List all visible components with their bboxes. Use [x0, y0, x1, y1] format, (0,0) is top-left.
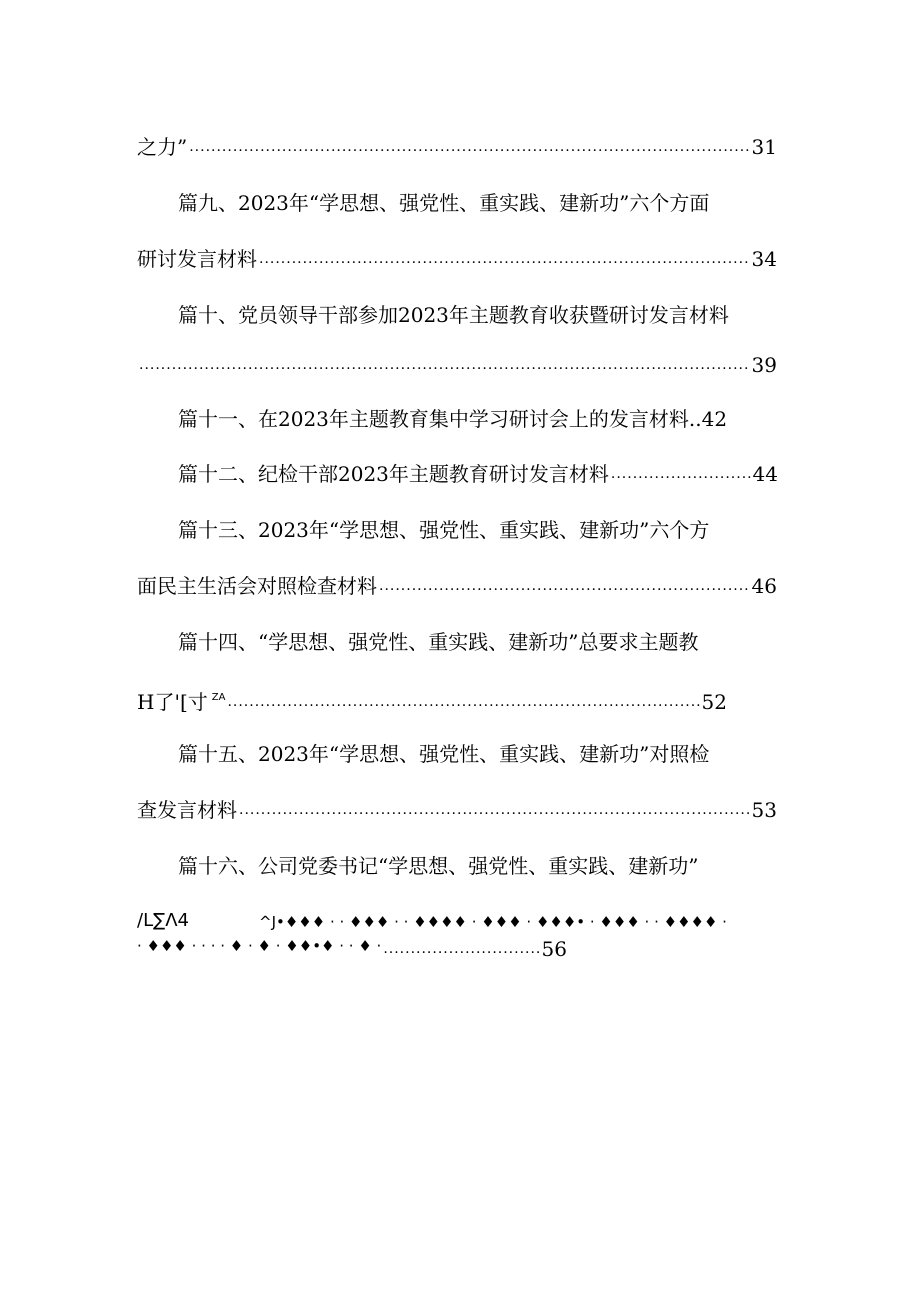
toc-entry-16-end[interactable] — [137, 933, 567, 962]
toc-entry-text: 查发言材料 — [137, 798, 237, 822]
toc-page-number: 46 — [751, 574, 777, 598]
toc-page-number: 42 — [701, 407, 728, 431]
toc-page-number: 44 — [752, 462, 778, 486]
toc-entry-8-end[interactable] — [137, 134, 777, 160]
toc-page-number: 39 — [751, 353, 777, 377]
toc-page-number: 53 — [751, 798, 777, 822]
toc-entry-9-title[interactable]: 篇九、2023年“学思想、强党性、重实践、建新功”六个方面 — [178, 191, 710, 215]
toc-entry-15-end[interactable] — [137, 797, 777, 823]
toc-entry-text: 篇十二、纪检干部2023年主题教育研讨发言材料 — [178, 462, 609, 486]
toc-entry-text: 面民主生活会对照检查材料 — [137, 574, 377, 598]
toc-entry-garble-right: ^J•♦♦♦ · · ♦♦♦ · · ♦♦♦♦ · ♦♦♦ · ♦♦♦• · ♦♦♦ · · ♦♦♦♦ · — [259, 913, 727, 931]
toc-entry-10-end[interactable] — [137, 352, 777, 378]
dot-leader — [227, 693, 699, 711]
toc-entry-9-end[interactable] — [137, 246, 777, 272]
toc-entry-15-title[interactable]: 篇十五、2023年“学思想、强党性、重实践、建新功”对照检 — [178, 742, 710, 766]
toc-entry-garble: ZA — [211, 692, 226, 703]
toc-entry-text: 研讨发言材料 — [137, 247, 257, 271]
toc-entry-11[interactable] — [178, 406, 727, 432]
toc-entry-garble-left: /L∑Λ4 — [137, 910, 189, 931]
toc-entry-10-title[interactable]: 篇十、党员领导干部参加2023年主题教育收获暨研讨发言材料 — [178, 303, 729, 327]
toc-entry-16-title[interactable]: 篇十六、公司党委书记“学思想、强党性、重实践、建新功” — [178, 854, 699, 878]
toc-entry-16-garbled-line[interactable] — [137, 906, 777, 934]
toc-entry-garble: · ♦♦♦ · · · · ♦ · ♦ · ♦♦•♦ · · ♦ · — [137, 937, 382, 955]
dot-leader — [239, 801, 750, 819]
toc-entry-text: 之力” — [137, 135, 188, 159]
toc-entry-text: H了'[寸 — [137, 690, 208, 714]
dot-leader — [139, 356, 750, 374]
toc-page-number: 34 — [751, 247, 777, 271]
dot-leader — [383, 940, 539, 958]
dot-leader — [259, 250, 750, 268]
toc-entry-13-title[interactable]: 篇十三、2023年“学思想、强党性、重实践、建新功”六个方 — [178, 518, 710, 542]
dot-leader — [379, 577, 750, 595]
dot-leader — [189, 138, 749, 156]
toc-entry-12[interactable] — [178, 461, 778, 487]
toc-entry-text: 篇十一、在2023年主题教育集中学习研讨会上的发言材料.. — [178, 407, 702, 431]
toc-entry-14-title[interactable]: 篇十四、“学思想、强党性、重实践、建新功”总要求主题教 — [178, 630, 699, 654]
toc-page-number: 52 — [701, 690, 727, 714]
toc-page-number: 56 — [541, 937, 567, 961]
toc-page-number: 31 — [751, 135, 777, 159]
toc-entry-14-end[interactable] — [137, 685, 727, 715]
toc-entry-13-end[interactable] — [137, 573, 777, 599]
dot-leader — [611, 465, 751, 483]
